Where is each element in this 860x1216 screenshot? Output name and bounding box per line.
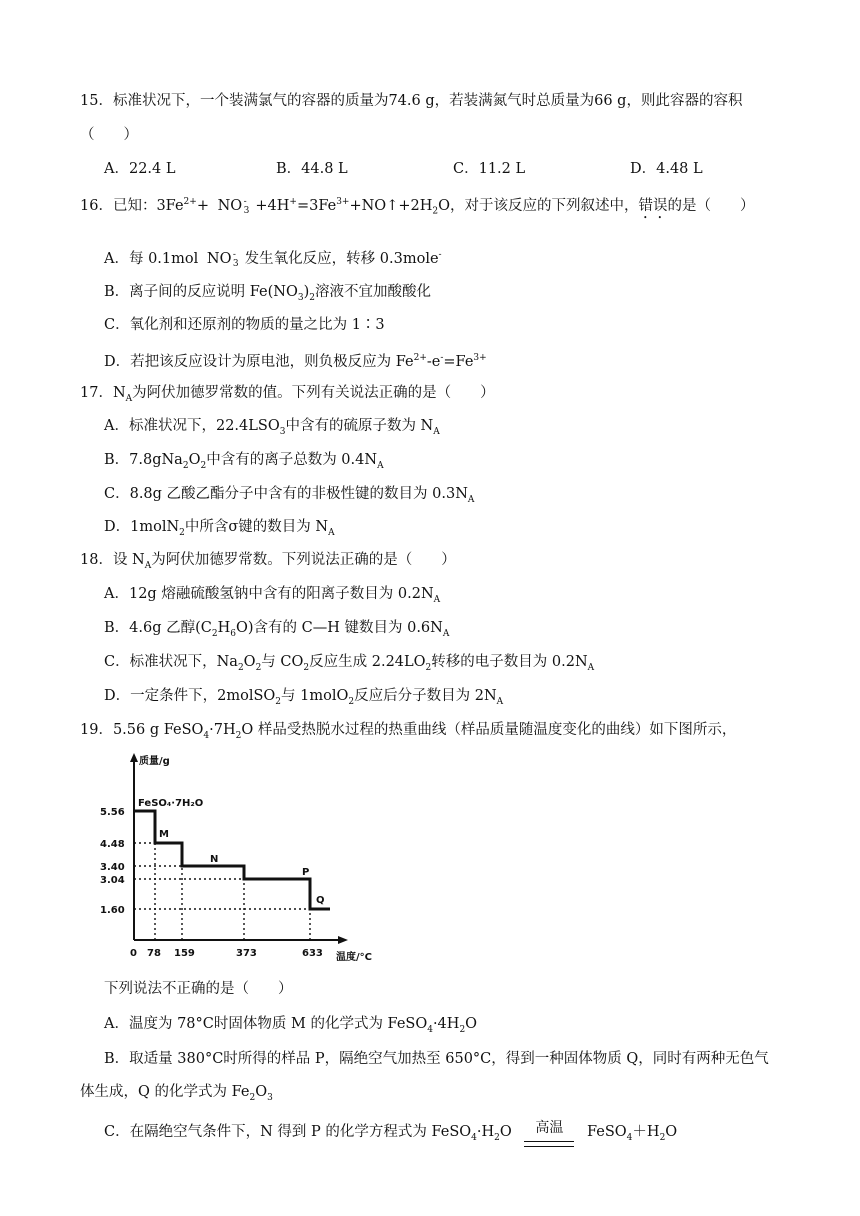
q19-stem: 19．5.56 g $FeSO_4\cdot 7H_2O$ 样品受热脱水过程的热重曲线（样品质量随温度变化的曲线）如下图所示， <box>80 722 737 741</box>
nitrate-ion: NO - 3 <box>217 196 250 216</box>
q17-option-b: B．$7.8gNa_2O_2$中含有的离子总数为 $0.4N_A$ <box>104 452 384 471</box>
q18-stem: 18．设 $N_A$为阿伏加德罗常数。下列说法正确的是（ ） <box>80 552 456 571</box>
q19-option-a: A．温度为 78°C时固体物质 M 的化学式为 $FeSO_4\cdot 4H_2O$ <box>104 1016 478 1035</box>
curve-annotation: N <box>210 854 219 865</box>
q16-option-d: D．若把该反应设计为原电池，则负极反应为 $Fe^{2+}-e^-=Fe^{3+}$ <box>104 353 487 370</box>
mass-curve <box>134 811 330 909</box>
y-tick-label: 3.04 <box>100 875 125 886</box>
q18-option-d: D．一定条件下，2molSO$_2$与 1molO$_2$反应后分子数目为 $2N_A$ <box>104 688 504 707</box>
y-tick-label: 4.48 <box>100 839 125 850</box>
curve-annotation: FeSO₄·7H₂O <box>138 798 204 809</box>
q15-option-a: A．22.4 L <box>104 161 176 177</box>
q15-stem: 15．标准状况下，一个装满氯气的容器的质量为74.6 g，若装满氮气时总质量为66 g，则此容器的容积 <box>80 93 743 109</box>
q15-option-c: C．11.2 L <box>453 161 526 177</box>
q16-stem: 16．已知：$3Fe^{2+}+$ NO - 3 $+4H^+=3Fe^{3+}+NO↑+2H_2O$，对于该反应的下列叙述中，错误的是（ ） <box>80 196 755 217</box>
q19-option-b-line2: 体生成，Q 的化学式为 $Fe_2O_3$ <box>80 1084 273 1103</box>
curve-annotation: M <box>159 829 169 840</box>
q19-option-b-line1: B．取适量 380°C时所得的样品 P，隔绝空气加热至 650°C，得到一种固体物质 Q，同时有两种无色气 <box>104 1051 769 1067</box>
x-tick-label: 373 <box>236 948 257 959</box>
q16-option-c: C．氧化剂和还原剂的物质的量之比为 1∶3 <box>104 317 385 333</box>
curve-annotation: P <box>302 867 310 878</box>
x-axis-label: 温度/°C <box>336 952 372 963</box>
q17-option-c: C．8.8g 乙酸乙酯分子中含有的非极性键的数目为 $0.3N_A$ <box>104 486 475 505</box>
x-axis-arrow <box>338 936 348 944</box>
y-tick-label: 3.40 <box>100 862 125 873</box>
q17-option-a: A．标准状况下，$22.4LSO_3$中含有的硫原子数为 $N_A$ <box>104 418 440 437</box>
y-tick-label: 5.56 <box>100 807 125 818</box>
y-axis-label: 质量/g <box>139 756 170 767</box>
q19-option-c: C．在隔绝空气条件下，N 得到 P 的化学方程式为 $FeSO_4\cdot H_2O$ 高温 $FeSO_4+H_2O$ <box>104 1122 677 1148</box>
q15-option-b: B．44.8 L <box>276 161 348 177</box>
x-tick-label: 0 <box>130 948 137 959</box>
q16-option-a: A．每 0.1mol NO - 3 发生氧化反应，转移 0.3mole- <box>104 249 442 269</box>
reaction-condition: 高温 <box>524 1125 574 1139</box>
y-axis-arrow <box>130 753 138 762</box>
q17-option-d: D．1molN$_2$中所含σ键的数目为 $N_A$ <box>104 519 335 538</box>
q19-prompt: 下列说法不正确的是（ ） <box>104 981 293 997</box>
q18-option-b: B．4.6g 乙醇$(C_2H_6O)$含有的 C—H 键数目为 $0.6N_A$ <box>104 620 450 639</box>
x-tick-label: 633 <box>302 948 323 959</box>
q18-option-c: C．标准状况下，$Na_2O_2$与 $CO_2$反应生成 $2.24LO_2$转移的电子数目为 $0.2N_A$ <box>104 654 595 673</box>
nitrate-ion: NO - 3 <box>206 249 239 269</box>
x-tick-label: 78 <box>147 948 161 959</box>
q18-option-a: A．12g 熔融硫酸氢钠中含有的阳离子数目为 $0.2N_A$ <box>104 586 441 605</box>
q15-option-d: D．4.48 L <box>630 161 703 177</box>
y-tick-label: 1.60 <box>100 905 125 916</box>
x-tick-label: 159 <box>174 948 195 959</box>
q15-paren: （ ） <box>80 127 138 143</box>
curve-annotation: Q <box>316 895 325 906</box>
emphasis-wrong: 错误 <box>638 197 668 214</box>
q16-option-b: B．离子间的反应说明 $Fe(NO_3)_2$溶液不宜加酸酸化 <box>104 284 431 303</box>
q17-stem: 17．$N_A$为阿伏加德罗常数的值。下列有关说法正确的是（ ） <box>80 385 495 404</box>
thermogravimetric-chart <box>98 752 390 966</box>
